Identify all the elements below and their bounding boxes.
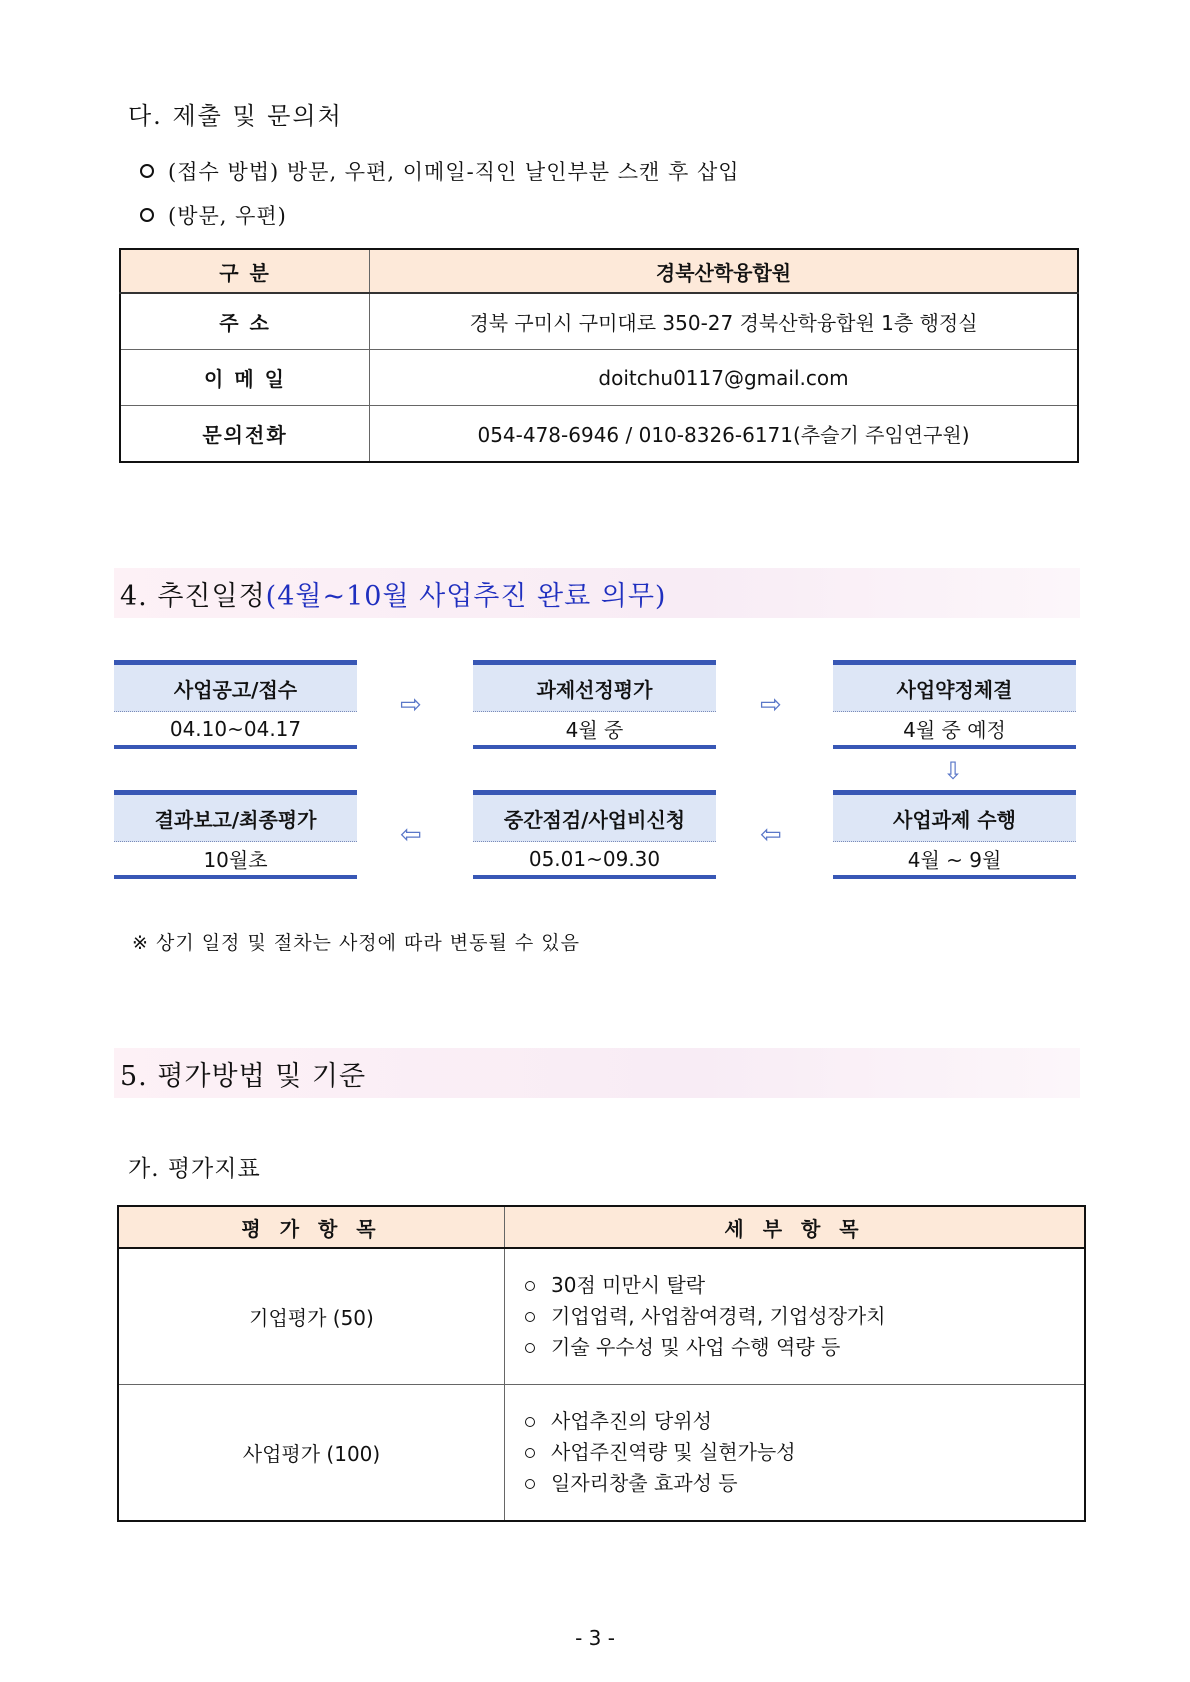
header-cell: 구 분: [120, 249, 370, 293]
step-date: 4월 중 예정: [833, 712, 1076, 745]
submission-heading: 다. 제출 및 문의처: [128, 102, 343, 130]
arrow-down-icon: ⇩: [943, 757, 964, 785]
step-title: 결과보고/최종평가: [114, 795, 357, 842]
schedule-step: [114, 790, 357, 879]
table-header-row: [120, 249, 1078, 293]
step-date: 4월 중: [473, 712, 716, 745]
table-row: [118, 1385, 1085, 1522]
step-date: 04.10~04.17: [114, 712, 357, 745]
bullet-item: [140, 200, 287, 230]
details-cell: [505, 1248, 1086, 1385]
circle-bullet-icon: [525, 1479, 535, 1489]
list-item: [525, 1437, 1083, 1468]
arrow-right-icon: ⇨: [400, 690, 422, 720]
bullet-circle-icon: [140, 164, 154, 178]
evaluation-sub-heading: 가. 평가지표: [128, 1156, 261, 1182]
step-title: 사업약정체결: [833, 665, 1076, 712]
schedule-step: [473, 790, 716, 879]
contact-table: [119, 248, 1079, 463]
table-row: [120, 406, 1078, 463]
details-cell: [505, 1385, 1086, 1522]
schedule-step: [833, 660, 1076, 749]
step-title: 중간점검/사업비신청: [473, 795, 716, 842]
bullet-text: (접수 방법) 방문, 우편, 이메일-직인 날인부분 스캔 후 삽입: [168, 160, 740, 184]
schedule-step: [114, 660, 357, 749]
section-5-banner: [114, 1048, 1080, 1098]
evaluation-table: [117, 1205, 1086, 1522]
circle-bullet-icon: [525, 1343, 535, 1353]
schedule-step: [473, 660, 716, 749]
table-row: [118, 1248, 1085, 1385]
list-item: [525, 1301, 1083, 1332]
section-4-banner: [114, 568, 1080, 618]
circle-bullet-icon: [525, 1281, 535, 1291]
row-label: 문의전화: [120, 406, 370, 463]
header-cell: 세 부 항 목: [505, 1206, 1086, 1248]
bullet-item: [140, 156, 740, 186]
step-title: 과제선정평가: [473, 665, 716, 712]
list-item: [525, 1332, 1083, 1363]
step-date: 10월초: [114, 842, 357, 875]
detail-text: 30점 미만시 탈락: [551, 1273, 706, 1297]
arrow-left-icon: ⇦: [400, 820, 422, 850]
arrow-right-icon: ⇨: [760, 690, 782, 720]
step-date: 05.01~09.30: [473, 842, 716, 875]
table-header-row: [118, 1206, 1085, 1248]
section-4-title-highlight: (4월~10월 사업추진 완료 의무): [265, 580, 667, 612]
header-cell: 평 가 항 목: [118, 1206, 505, 1248]
email-value: doitchu0117@gmail.com: [370, 350, 1079, 406]
bullet-text: (방문, 우편): [168, 204, 287, 228]
category-cell: 기업평가 (50): [118, 1248, 505, 1385]
section-4-title-text: 4. 추진일정: [120, 580, 266, 612]
detail-text: 기술 우수성 및 사업 수행 역량 등: [551, 1335, 841, 1359]
row-label: 주 소: [120, 293, 370, 350]
section-4-title: [120, 574, 666, 613]
detail-text: 기업업력, 사업참여경력, 기업성장가치: [551, 1304, 886, 1328]
section-5-title: 5. 평가방법 및 기준: [120, 1060, 367, 1092]
step-date: 4월 ~ 9월: [833, 842, 1076, 875]
table-row: [120, 350, 1078, 406]
table-row: [120, 293, 1078, 350]
detail-text: 사업주진역량 및 실현가능성: [551, 1440, 796, 1464]
step-title: 사업과제 수행: [833, 795, 1076, 842]
circle-bullet-icon: [525, 1312, 535, 1322]
schedule-note: ※ 상기 일정 및 절차는 사정에 따라 변동될 수 있음: [132, 932, 581, 954]
category-cell: 사업평가 (100): [118, 1385, 505, 1522]
page-number: - 3 -: [575, 1626, 615, 1650]
detail-text: 일자리창출 효과성 등: [551, 1471, 738, 1495]
bullet-circle-icon: [140, 208, 154, 222]
phone-value: 054-478-6946 / 010-8326-6171(추슬기 주임연구원): [370, 406, 1079, 463]
list-item: [525, 1406, 1083, 1437]
header-cell: 경북산학융합원: [370, 249, 1079, 293]
circle-bullet-icon: [525, 1448, 535, 1458]
row-value: 경북 구미시 구미대로 350-27 경북산학융합원 1층 행정실: [370, 293, 1079, 350]
list-item: [525, 1468, 1083, 1499]
row-label: 이 메 일: [120, 350, 370, 406]
circle-bullet-icon: [525, 1417, 535, 1427]
list-item: [525, 1270, 1083, 1301]
detail-text: 사업추진의 당위성: [551, 1409, 712, 1433]
arrow-left-icon: ⇦: [760, 820, 782, 850]
step-title: 사업공고/접수: [114, 665, 357, 712]
schedule-step: [833, 790, 1076, 879]
